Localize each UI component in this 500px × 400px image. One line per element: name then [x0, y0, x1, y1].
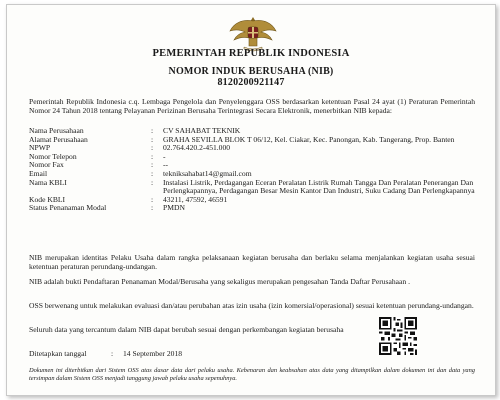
body-paragraph: Seluruh data yang tercantum dalam NIB dapat berubah sesuai dengan perkembangan kegiatan berusaha	[29, 325, 344, 334]
field-row: Alamat Perusahaan : GRAHA SEVILLA BLOK T 06/12, Kel. Ciakar, Kec. Panongan, Kab. Tangerang, Prop. Banten	[29, 136, 475, 145]
qr-code-icon	[379, 317, 417, 355]
field-row: Status Penanaman Modal : PMDN	[29, 204, 475, 213]
field-row: Nomor Fax : --	[29, 161, 475, 170]
field-row: NPWP : 02.764.420.2-451.000	[29, 144, 475, 153]
field-label: Nomor Telepon	[29, 151, 77, 161]
investment-status-value: PMDN	[163, 203, 185, 213]
email-value: tekniksahabat14@gmail.com	[163, 168, 252, 178]
field-label: Nomor Fax	[29, 160, 64, 170]
issue-date-line: Ditetapkan tanggal : 14 September 2018	[29, 349, 183, 358]
field-label: Email	[29, 168, 48, 178]
phone-value: -	[163, 151, 166, 161]
field-row: Nama KBLI : Instalasi Listrik, Perdagangan Eceran Peralatan Listrik Rumah Tangga Dan Peralatan Penerangan Dan Perlengkapannya, Perdagangan Besar Mesin Kantor Dan Industri, Suku Cadang Dan Perlengkapannya	[29, 177, 475, 196]
garuda-emblem-icon	[228, 13, 278, 53]
body-paragraph: NIB adalah bukti Pendaftaran Penanaman Modal/Berusaha yang sekaligus merupakan pengesahan Tanda Daftar Perusahaan .	[29, 277, 410, 286]
field-label: Status Penanaman Modal	[29, 203, 107, 213]
nib-number: 8120200921147	[217, 77, 285, 88]
field-row: Nomor Telepon : -	[29, 153, 475, 162]
company-details	[29, 127, 475, 213]
issue-date-value: 14 September 2018	[123, 349, 183, 358]
body-paragraph: NIB merupakan identitas Pelaku Usaha dalam rangka pelaksanaan kegiatan berusaha dan berlaku selama menjalankan kegiatan usaha sesuai ketentuan peraturan perundang-undangan.	[29, 253, 475, 272]
npwp-value: 02.764.420.2-451.000	[163, 143, 231, 153]
field-row: Email : tekniksahabat14@gmail.com	[29, 170, 475, 179]
field-label: Alamat Perusahaan	[29, 134, 88, 144]
body-paragraph: OSS berwenang untuk melakukan evaluasi dan/atau perubahan atas izin usaha (izin komersial/operasional) sesuai ketentuan perundang-undangan.	[29, 301, 474, 310]
company-name: CV SAHABAT TEKNIK	[163, 126, 241, 135]
field-row: Nama Perusahaan : CV SAHABAT TEKNIK	[29, 127, 475, 136]
field-label: NPWP	[29, 143, 51, 153]
fax-value: --	[163, 160, 169, 170]
field-label: Kode KBLI	[29, 194, 66, 204]
issue-date-label: Ditetapkan tanggal	[29, 349, 87, 358]
document-page	[6, 4, 496, 396]
field-row: Kode KBLI : 43211, 47592, 46591	[29, 196, 475, 205]
field-label: Nama Perusahaan	[29, 126, 84, 135]
document-title: NOMOR INDUK BERUSAHA (NIB)	[168, 66, 334, 77]
kbli-name-value: Instalasi Listrik, Perdagangan Eceran Peralatan Listrik Rumah Tangga Dan Peralatan Penerangan Dan Perlengkapannya, Perdagangan Besar Mesin Kantor Dan Industri, Suku Cadang Dan Perlengkapannya	[163, 177, 475, 196]
company-address: GRAHA SEVILLA BLOK T 06/12, Kel. Ciakar, Kec. Panongan, Kab. Tangerang, Prop. Banten	[163, 134, 455, 144]
kbli-code-value: 43211, 47592, 46591	[163, 194, 228, 204]
government-title: PEMERINTAH REPUBLIK INDONESIA	[152, 48, 350, 59]
footer-disclaimer: Dokumen ini diterbitkan dari Sistem OSS atas dasar data dari pelaku usaha. Kebenaran dan keabsahan atas data yang ditampilkan dalam dokumen ini dan data yang tersimpan dalam Sistem OSS menjadi tanggung jawab pelaku usaha sepenuhnya.	[29, 367, 475, 382]
field-label: Nama KBLI	[29, 177, 67, 187]
intro-paragraph: Pemerintah Republik Indonesia c.q. Lembaga Pengelola dan Penyelenggara OSS berdasarkan ketentuan Pasal 24 ayat (1) Peraturan Pemerintah Nomor 24 Tahun 2018 tentang Pelayanan Perizinan Berusaha Terintegrasi Secara Elektronik, menerbitkan NIB kepada:	[29, 97, 475, 116]
